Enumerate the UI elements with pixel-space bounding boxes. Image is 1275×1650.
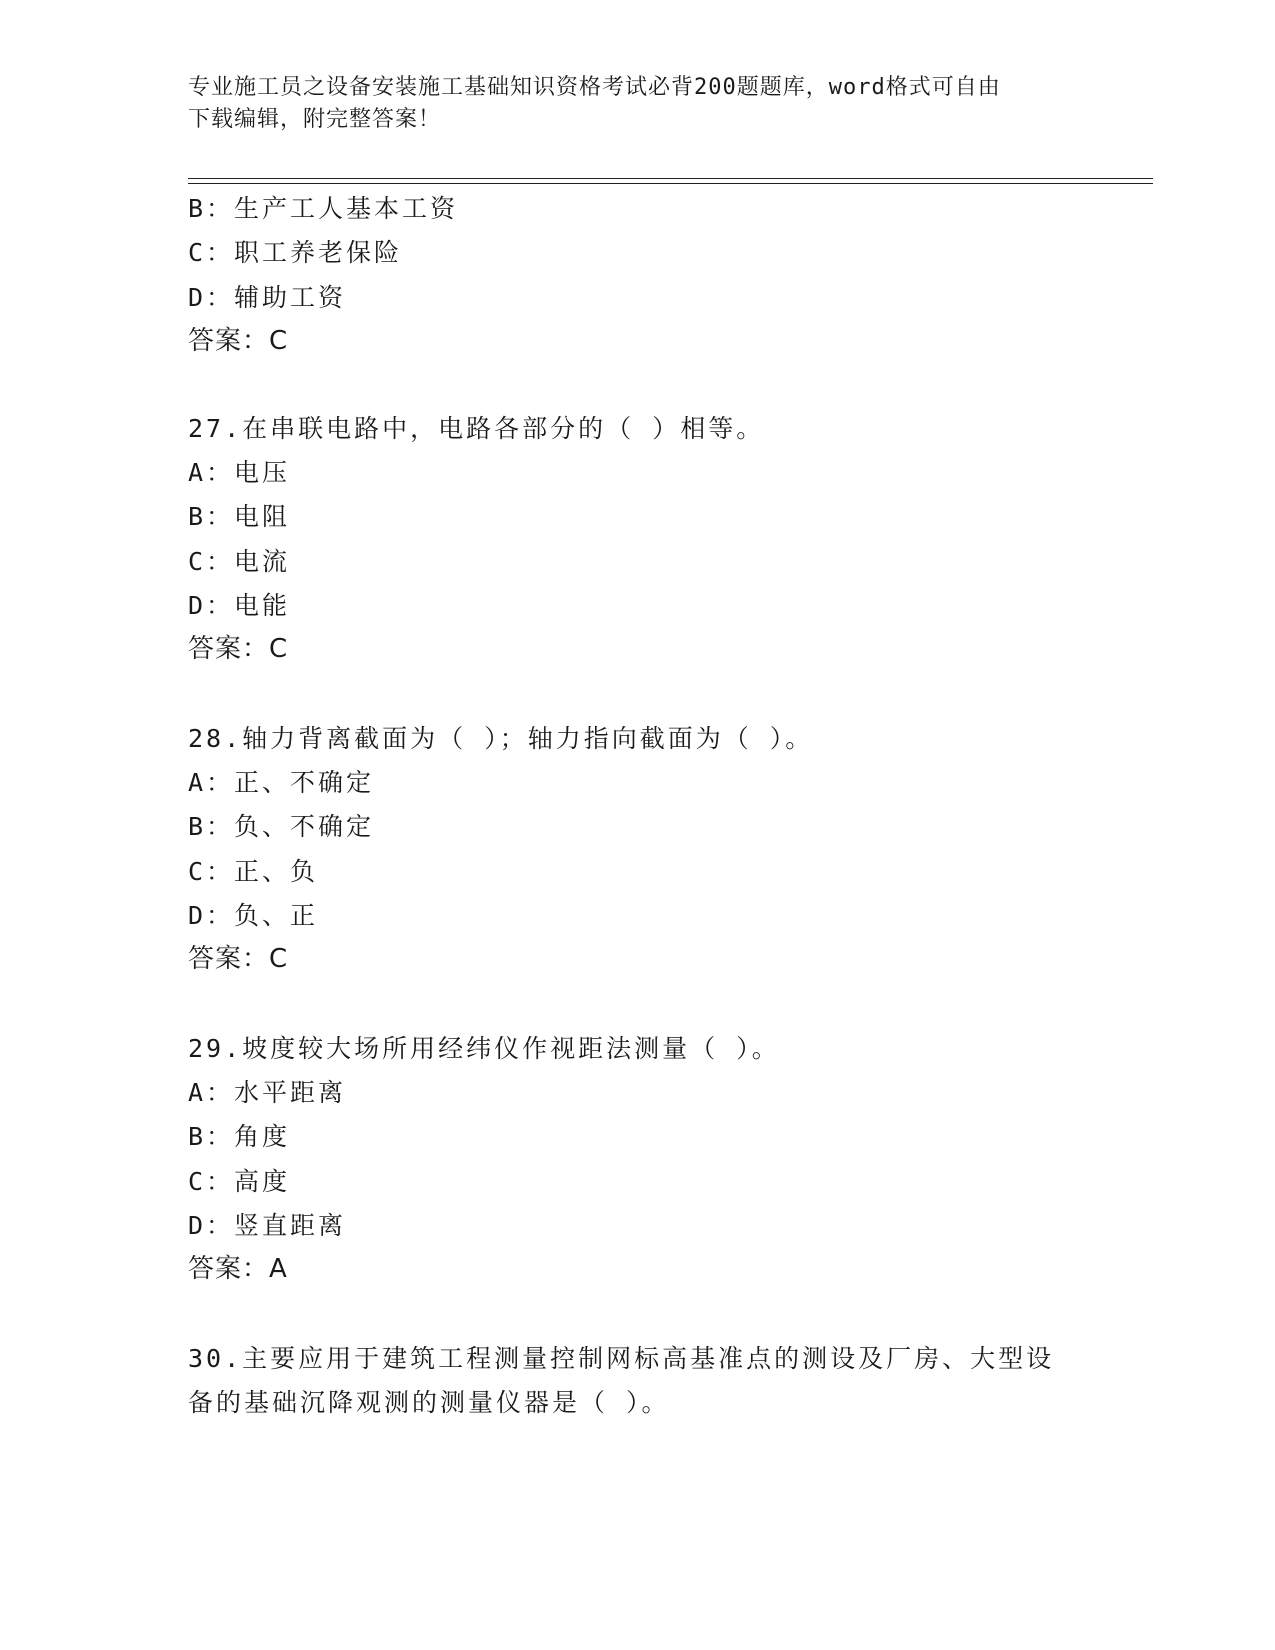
q27-option-a: A：电压: [188, 458, 291, 487]
header-line-2: 下载编辑，附完整答案！: [188, 107, 442, 132]
q27-question: 27.在串联电路中，电路各部分的（ ）相等。: [188, 414, 765, 443]
header-rule-top: [188, 178, 1153, 179]
q29-question: 29.坡度较大场所用经纬仪作视距法测量（ ）。: [188, 1034, 780, 1063]
q30-question-line-2: 备的基础沉降观测的测量仪器是（ ）。: [188, 1388, 670, 1417]
q29-option-d: D：竖直距离: [188, 1211, 347, 1240]
q27-option-b: B：电阻: [188, 502, 291, 531]
q29-answer: 答案：A: [188, 1254, 288, 1284]
q28-option-c: C：正、负: [188, 857, 319, 886]
q28-answer: 答案：C: [188, 944, 289, 974]
header-line-1: 专业施工员之设备安装施工基础知识资格考试必背200题题库，word格式可自由: [188, 75, 1001, 100]
q28-option-a: A：正、不确定: [188, 768, 375, 797]
q28-option-d: D：负、正: [188, 901, 319, 930]
q27-option-d: D：电能: [188, 591, 291, 620]
q29-option-b: B：角度: [188, 1122, 291, 1151]
q29-option-c: C：高度: [188, 1167, 291, 1196]
q26-option-b: B：生产工人基本工资: [188, 194, 459, 223]
q27-option-c: C：电流: [188, 547, 291, 576]
document-header: [188, 72, 1068, 136]
q28-question: 28.轴力背离截面为（ ）；轴力指向截面为（ ）。: [188, 724, 814, 753]
q26-answer: 答案：C: [188, 326, 289, 356]
q28-option-b: B：负、不确定: [188, 812, 375, 841]
header-rule-bottom: [188, 183, 1153, 184]
q26-option-d: D：辅助工资: [188, 283, 347, 312]
q30-question-line-1: 30.主要应用于建筑工程测量控制网标高基准点的测设及厂房、大型设: [188, 1344, 1055, 1373]
q27-answer: 答案：C: [188, 634, 289, 664]
q26-option-c: C：职工养老保险: [188, 238, 403, 267]
q29-option-a: A：水平距离: [188, 1078, 347, 1107]
